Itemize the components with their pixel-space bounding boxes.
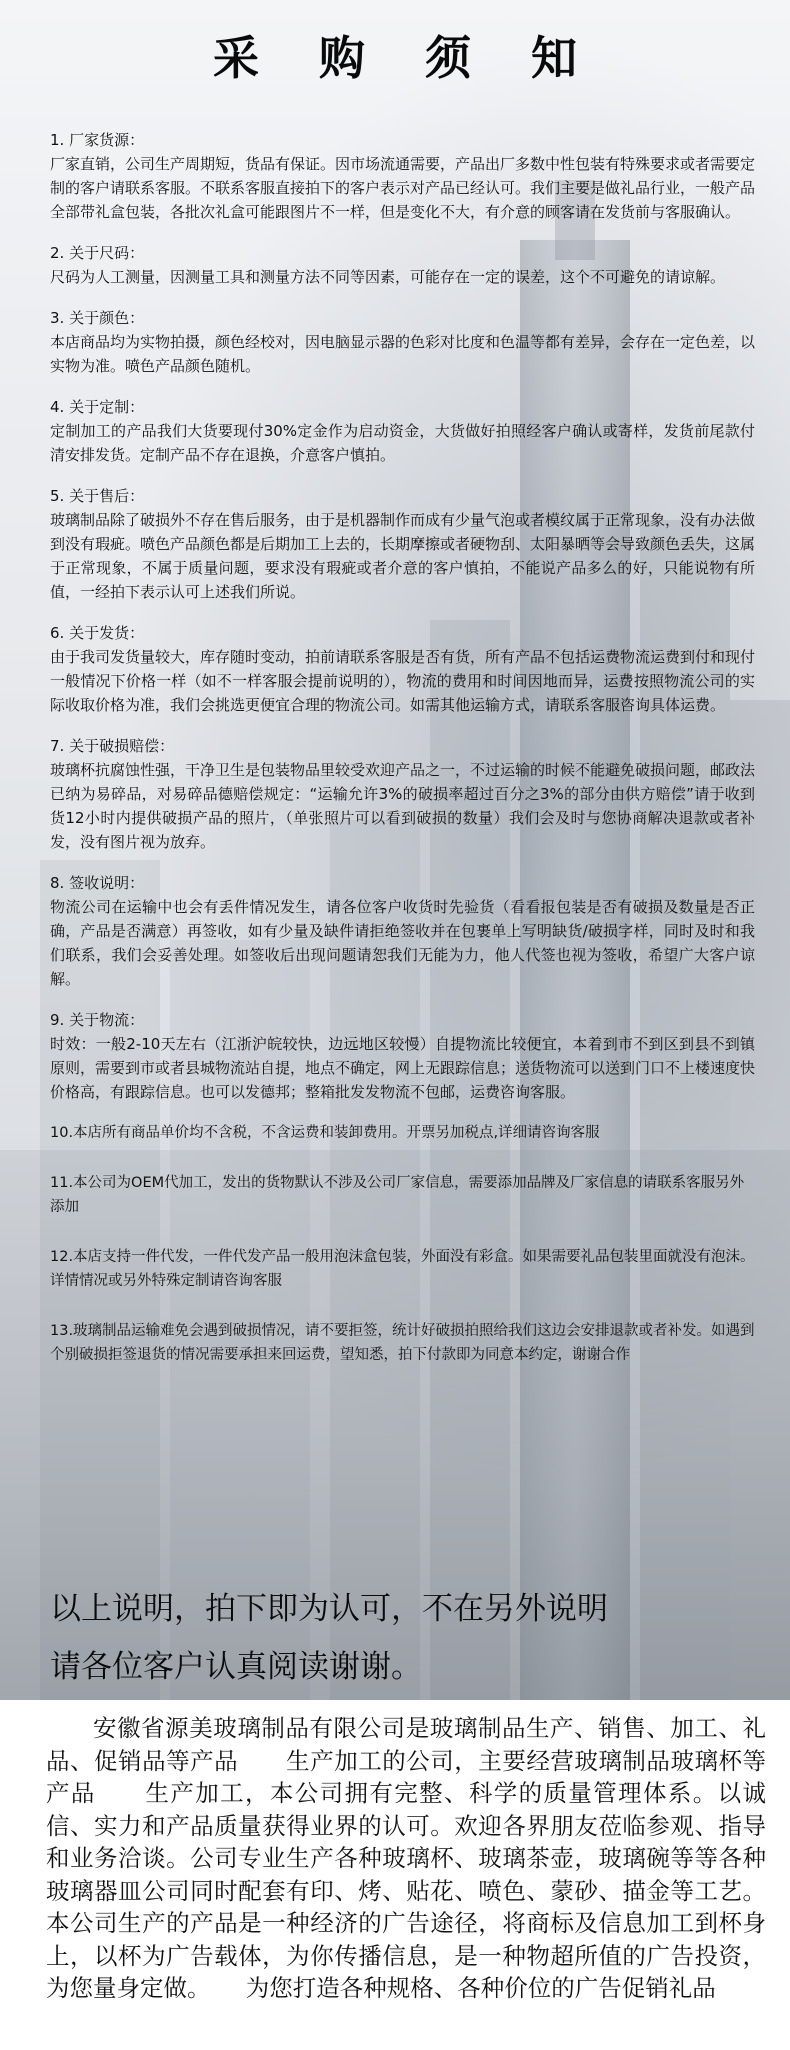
company-intro: 安徽省源美玻璃制品有限公司是玻璃制品生产、销售、加工、礼品、促销品等产品 生产加工的公司，主要经营玻璃制品玻璃杯等产品 生产加工，本公司拥有完整、科学的质量管理体系。以诚信、实力和产品质量获得业界的认可。欢迎各界朋友莅临参观、指导和业务洽谈。公司专业生产各种玻璃杯、玻璃茶壶，玻璃碗等等各种玻璃器皿公司同时配套有印、烤、贴花、喷色、蒙砂、描金等工艺。本公司生产的产品是一种经济的广告途径，将商标及信息加工到杯身上，以杯为广告载体，为你传播信息，是一种物超所值的广告投资，为您量身定做。 为您打造各种规格、各种价位的广告促销礼品: [46, 1714, 766, 2002]
section-body: 由于我司发货量较大，库存随时变动，拍前请联系客服是否有货，所有产品不包括运费物流运费到付和现付一般情况下价格一样（如不一样客服会提前说明的），物流的费用和时间因地而异，运费按照物流公司的实际收取价格为准，我们会挑选更便宜合理的物流公司。如需其他运输方式，请联系客服咨询具体运费。: [50, 648, 756, 714]
section-9: [50, 1008, 755, 1104]
section-5: [50, 484, 755, 604]
section-body: 定制加工的产品我们大货要现付30%定金作为启动资金，大货做好拍照经客户确认或寄样，发货前尾款付清安排发货。定制产品不存在退换，介意客户慎拍。: [50, 422, 755, 464]
closing-line-2: 请各位客户认真阅读谢谢。: [50, 1649, 422, 1685]
section-heading: 1. 厂家货源：: [50, 131, 145, 149]
section-heading: 9. 关于物流：: [50, 1011, 145, 1029]
section-4: [50, 395, 755, 467]
section-body: 11.本公司为OEM代加工，发出的货物默认不涉及公司厂家信息，需要添加品牌及厂家信息的请联系客服另外添加: [50, 1175, 745, 1215]
section-body: 厂家直销，公司生产周期短，货品有保证。因市场流通需要，产品出厂多数中性包装有特殊要求或者需要定制的客户请联系客服。不联系客服直接拍下的客户表示对产品已经认可。我们主要是做礼品行业，一般产品全部带礼盒包装，各批次礼盒可能跟图片不一样，但是变化不大，有介意的顾客请在发货前与客服确认。: [50, 155, 756, 221]
section-body: 物流公司在运输中也会有丢件情况发生，请各位客户收货时先验货（看看报包装是否有破损及数量是否正确，产品是否满意）再签收，如有少量及缺件请拒绝签收并在包裹单上写明缺货/破损字样，同时及时和我们联系，我们会妥善处理。如签收后出现问题请恕我们无能为力，他人代签也视为签收，希望广大客户谅解。: [50, 898, 755, 988]
section-1: [50, 128, 755, 224]
section-2: [50, 241, 755, 289]
section-heading: 5. 关于售后：: [50, 487, 145, 505]
section-heading: 6. 关于发货：: [50, 624, 145, 642]
section-13: [50, 1319, 755, 1367]
section-heading: 7. 关于破损赔偿：: [50, 737, 175, 755]
section-8: [50, 871, 755, 991]
section-heading: 4. 关于定制：: [50, 398, 145, 416]
section-body: 尺码为人工测量，因测量工具和测量方法不同等因素，可能存在一定的误差，这个不可避免的请谅解。: [50, 268, 726, 286]
section-body: 10.本店所有商品单价均不含税，不含运费和装卸费用。开票另加税点,详细请咨询客服: [50, 1125, 600, 1141]
section-11: [50, 1171, 755, 1219]
notice-sections: [50, 128, 755, 1367]
section-6: [50, 621, 755, 717]
section-heading: 3. 关于颜色：: [50, 309, 145, 327]
section-3: [50, 306, 755, 378]
section-body: 12.本店支持一件代发，一件代发产品一般用泡沫盒包装，外面没有彩盒。如果需要礼品包装里面就没有泡沫。详情情况或另外特殊定制请咨询客服: [50, 1249, 755, 1289]
closing-statement: [50, 1580, 770, 1696]
section-body: 时效：一般2-10天左右（江浙沪皖较快，边远地区较慢）自提物流比较便宜，本着到市不到区到县不到镇原则，需要到市或者县城物流站自提，地点不确定，网上无跟踪信息；送货物流可以送到门口不上楼速度快价格高，有跟踪信息。也可以发德邦；整箱批发发物流不包邮，运费咨询客服。: [50, 1035, 756, 1101]
section-heading: 2. 关于尺码：: [50, 244, 145, 262]
section-10: [50, 1121, 755, 1145]
closing-line-1: 以上说明，拍下即为认可，不在另外说明: [50, 1591, 608, 1627]
section-body: 玻璃杯抗腐蚀性强，干净卫生是包装物品里较受欢迎产品之一，不过运输的时候不能避免破损问题，邮政法已纳为易碎品，对易碎品德赔偿规定：“运输允许3%的破损率超过百分之3%的部分由供方赔偿”请于收到货12小时内提供破损产品的照片，（单张照片可以看到破损的数量）我们会及时与您协商解决退款或者补发，没有图片视为放弃。: [50, 761, 756, 851]
section-7: [50, 734, 755, 854]
section-body: 13.玻璃制品运输难免会遇到破损情况，请不要拒签，统计好破损拍照给我们这边会安排退款或者补发。如遇到个别破损拒签退货的情况需要承担来回运费，望知悉，拍下付款即为同意本约定，谢谢合作: [50, 1323, 755, 1363]
section-body: 玻璃制品除了破损外不存在售后服务，由于是机器制作而成有少量气泡或者模纹属于正常现象，没有办法做到没有瑕疵。喷色产品颜色都是后期加工上去的，长期摩擦或者硬物刮、太阳暴晒等会导致颜色丢失，这属于正常现象，不属于质量问题，要求没有瑕疵或者介意的客户慎拍，不能说产品多么的好，只能说物有所值，一经拍下表示认可上述我们所说。: [50, 511, 756, 601]
page-title: 采 购 须 知: [212, 31, 600, 85]
section-heading: 8. 签收说明：: [50, 874, 145, 892]
section-12: [50, 1245, 755, 1293]
section-body: 本店商品均为实物拍摄，颜色经校对，因电脑显示器的色彩对比度和色温等都有差异，会存在一定色差，以实物为准。喷色产品颜色随机。: [50, 333, 756, 375]
